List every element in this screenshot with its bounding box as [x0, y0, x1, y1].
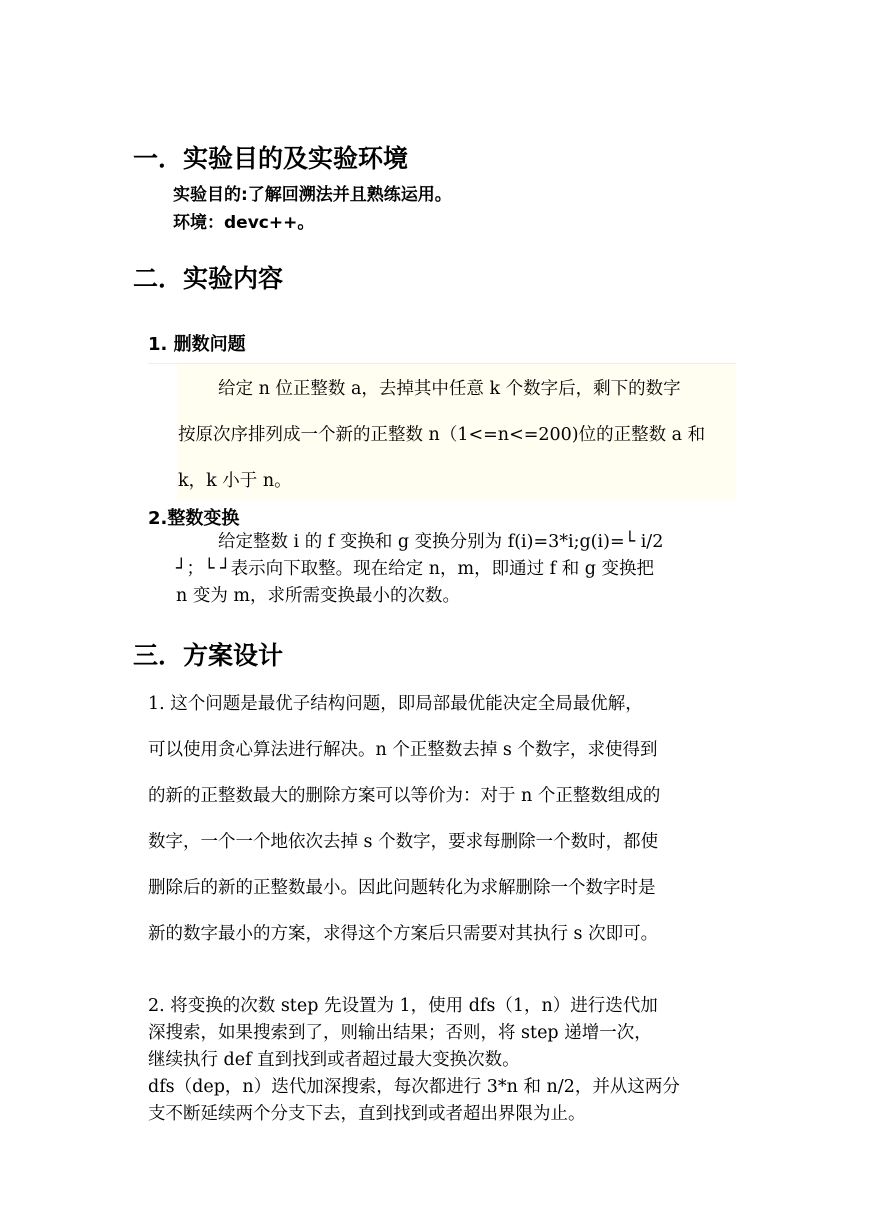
solution-1-line-4: 数字，一个一个地依次去掉 s 个数字，要求每删除一个数时，都使 — [148, 832, 659, 852]
problem-1-line-2: 按原次序排列成一个新的正整数 n（1<=n<=200)位的正整数 a 和 — [178, 425, 706, 445]
problem-2-line-2: ┘；└ ┘表示向下取整。现在给定 n，m，即通过 f 和 g 变换把 — [176, 559, 655, 579]
solution-2-line-3: 继续执行 def 直到找到或者超过最大变换次数。 — [148, 1050, 520, 1070]
solution-2-line-2: 深搜索，如果搜索到了，则输出结果；否则，将 step 递增一次， — [148, 1023, 652, 1043]
solution-1-line-2: 可以使用贪心算法进行解决。n 个正整数去掉 s 个数字，求使得到 — [148, 740, 658, 760]
solution-1-line-3: 的新的正整数最大的删除方案可以等价为：对于 n 个正整数组成的 — [148, 786, 661, 806]
problem-1-title: 1. 删数问题 — [148, 334, 246, 355]
problem-2-line-3: n 变为 m，求所需变换最小的次数。 — [176, 586, 460, 606]
heading-3: 三．方案设计 — [133, 641, 284, 670]
solution-1-line-6: 新的数字最小的方案，求得这个方案后只需要对其执行 s 次即可。 — [148, 924, 659, 944]
problem-1-line-1: 给定 n 位正整数 a，去掉其中任意 k 个数字后，剩下的数字 — [218, 379, 681, 399]
purpose-line: 实验目的:了解回溯法并且熟练运用。 — [173, 185, 452, 205]
solution-2-line-5: 支不断延续两个分支下去，直到找到或者超出界限为止。 — [148, 1104, 586, 1124]
solution-1-line-5: 删除后的新的正整数最小。因此问题转化为求解删除一个数字时是 — [148, 878, 656, 898]
heading-1: 一．实验目的及实验环境 — [133, 144, 409, 173]
environment-line: 环境：devc++。 — [173, 213, 315, 233]
problem-1-line-3: k，k 小于 n。 — [178, 471, 292, 491]
problem-2-line-1: 给定整数 i 的 f 变换和 g 变换分别为 f(i)=3*i;g(i)=└ i/2 — [218, 532, 664, 552]
problem-2-title: 2.整数变换 — [148, 508, 240, 529]
heading-2: 二．实验内容 — [133, 264, 284, 293]
solution-1-line-1: 1. 这个问题是最优子结构问题，即局部最优能决定全局最优解， — [148, 694, 643, 714]
solution-2-line-4: dfs（dep，n）迭代加深搜索，每次都进行 3*n 和 n/2，并从这两分 — [148, 1077, 680, 1097]
solution-2-line-1: 2. 将变换的次数 step 先设置为 1，使用 dfs（1，n）进行迭代加 — [148, 996, 658, 1016]
